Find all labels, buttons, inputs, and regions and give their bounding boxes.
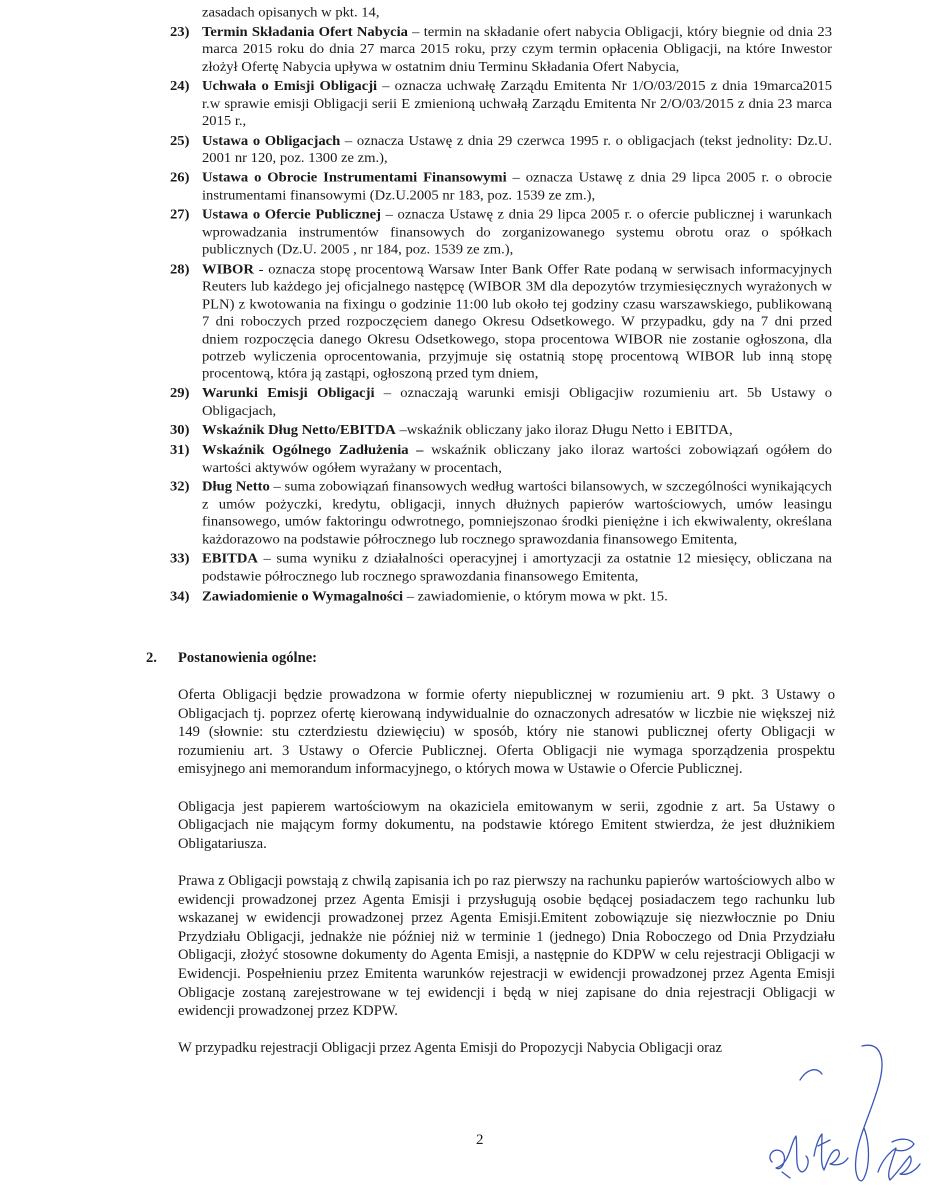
definition-term: Ustawa o Obrocie Instrumentami Finansowymi (202, 170, 507, 186)
definition-item-31 (166, 442, 832, 477)
definition-text: wskaźnik obliczany jako iloraz wartości zobowiązań ogółem do wartości aktywów ogółem wyrażany w procentach, (202, 442, 832, 476)
definition-item-23 (166, 24, 832, 76)
definition-term: Uchwała o Emisji Obligacji (202, 79, 378, 95)
definition-item-30 (166, 422, 832, 439)
definition-text: –wskaźnik obliczany jako iloraz Długu Netto i EBITDA, (395, 423, 733, 439)
definition-term: Ustawa o Obligacjach (202, 133, 341, 149)
definition-number: 24) (170, 79, 190, 95)
definition-term: Wskaźnik Ogólnego Zadłużenia – (202, 442, 424, 458)
definition-number: 30) (170, 423, 190, 439)
definition-text: – suma wyniku z działalności operacyjnej i amortyzacji za ostatnie 12 miesięcy, obliczana na podstawie półrocznego lub rocznego sprawozdania finansowego Emitenta, (202, 551, 832, 585)
definition-term: Wskaźnik Dług Netto/EBITDA (202, 423, 396, 439)
definition-term: EBITDA (202, 551, 258, 567)
definition-text: - oznacza stopę procentową Warsaw Inter Bank Offer Rate podaną w serwisach informacyjnych Reuters lub każdego jej oficjalnego następcę (WIBOR 3M dla depozytów trzymiesięcznych wyrażonych w PLN) z kwotowania na fixingu o godzinie 11:00 lub około tej godziny czasu warszawskiego, publikowaną 7 dni roboczych przed rozpoczęciem danego Okresu Odsetkowego. W przypadku, gdy na 7 dni przed dniem rozpoczęcia danego Okresu Odsetkowego, stopa procentowa WIBOR nie zostanie ogłoszona, dla potrzeb wyliczenia oprocentowania, przyjmuje się ostatnią stopę procentową WIBOR lub inną stopę procentową, która ją zastąpi, ogłoszoną przed tym dniem, (202, 262, 832, 382)
definition-text: – oznacza Ustawę z dnia 29 lipca 2005 r. o obrocie instrumentami finansowymi (Dz.U.2005 nr 183, poz. 1539 ze zm.), (202, 170, 832, 204)
definition-number: 25) (170, 133, 190, 149)
definition-number: 33) (170, 551, 190, 567)
definition-number: 34) (170, 588, 190, 604)
definition-number: 31) (170, 442, 190, 458)
definition-number: 29) (170, 386, 190, 402)
definitions-list (166, 4, 832, 605)
paragraph: Obligacja jest papierem wartościowym na okaziciela emitowanym w serii, zgodnie z art. 5a Ustawy o Obligacjach nie mającym formy dokumentu, na podstawie którego Emitent stwierdza, że jest dłużnikiem Obligatariusza. (178, 798, 835, 852)
definition-continuation: zasadach opisanych w pkt. 14, (202, 4, 380, 21)
definition-item-33 (166, 551, 832, 586)
definition-term: Ustawa o Ofercie Publicznej (202, 207, 381, 223)
definition-text: – zawiadomienie, o którym mowa w pkt. 15. (403, 588, 668, 604)
definition-number: 28) (170, 262, 190, 278)
section-body (178, 686, 835, 1076)
handwritten-signatures (760, 1040, 930, 1190)
paragraph: Prawa z Obligacji powstają z chwilą zapisania ich po raz pierwszy na rachunku papierów wartościowych albo w ewidencji prowadzonej przez Agenta Emisji i przysługują osobie będącej posiadaczem tego rachunku lub wskazanej w ewidencji prowadzonej przez Agenta Emisji.Emitent zobowiązuje się niezwłocznie po Dniu Przydziału Obligacji, jednakże nie później niż w terminie 1 (jednego) Dnia Roboczego od Dnia Przydziału Obligacji, złożyć stosowne dokumenty do Agenta Emisji, a następnie do KDPW w celu rejestracji Obligacji w Ewidencji. Pospełnieniu przez Emitenta warunków rejestracji w ewidencji prowadzonej przez Agenta Emisji Obligacje zostaną zarejestrowane w tej ewidencji i będą w niej zapisane do dnia rejestracji Obligacji w ewidencji prowadzonej przez KDPW. (178, 872, 835, 1020)
definition-number: 26) (170, 170, 190, 186)
definition-text: – oznacza Ustawę z dnia 29 czerwca 1995 r. o obligacjach (tekst jednolity: Dz.U. 2001 nr 120, poz. 1300 ze zm.), (202, 133, 832, 166)
section-heading (146, 650, 317, 667)
section-number: 2. (146, 650, 157, 666)
definition-text: – oznacza Ustawę z dnia 29 lipca 2005 r. o ofercie publicznej i warunkach wprowadzania instrumentów finansowych do zorganizowanego systemu obrotu oraz o spółkach publicznych (Dz.U. 2005 , nr 184, poz. 1539 ze zm.), (202, 207, 832, 258)
definition-item-24 (166, 78, 832, 130)
definition-item-28 (166, 261, 832, 383)
paragraph: Oferta Obligacji będzie prowadzona w formie oferty niepublicznej w rozumieniu art. 9 pkt. 3 Ustawy o Obligacjach tj. poprzez ofertę kierowaną indywidualnie do oznaczonych adresatów w liczbie nie większej niż 149 (słownie: stu czterdziestu dziewięciu) w sposób, który nie stanowi publicznej oferty Obligacji w rozumieniu art. 3 Ustawy o Ofercie Publicznej. Oferta Obligacji nie wymaga sporządzenia prospektu emisyjnego ani memorandum informacyjnego, o których mowa w Ustawie o Ofercie Publicznej. (178, 687, 835, 778)
definition-term: Dług Netto (202, 479, 270, 495)
definition-item-29 (166, 385, 832, 420)
definition-term: Zawiadomienie o Wymagalności (202, 588, 404, 604)
paragraph: W przypadku rejestracji Obligacji przez Agenta Emisji do Propozycji Nabycia Obligacji oraz (178, 1040, 722, 1057)
definition-number: 23) (170, 24, 190, 40)
definition-item-27 (166, 207, 832, 259)
definition-number: 27) (170, 207, 190, 223)
page-number: 2 (476, 1132, 484, 1148)
definition-text: – suma zobowiązań finansowych według wartości bilansowych, w szczególności wynikających z umów pożyczki, kredytu, obligacji, innych dłużnych papierów wartościowych, umów leasingu finansowego, umów faktoringu odwrotnego, pomniejszonao środki pieniężne i ich ekwiwalenty, określana każdorazowo na podstawie półrocznego lub rocznego sprawozdania finansowego Emitenta, (202, 479, 832, 548)
definition-number: 32) (170, 479, 190, 495)
definition-term: Termin Składania Ofert Nabycia (202, 24, 408, 40)
definition-item-32 (166, 479, 832, 549)
definition-term: Warunki Emisji Obligacji (202, 386, 375, 402)
section-title: Postanowienia ogólne: (178, 650, 318, 666)
definition-term: WIBOR (202, 262, 254, 278)
definition-item-34 (166, 588, 832, 605)
definition-text: – oznacza uchwałę Zarządu Emitenta Nr 1/O/03/2015 z dnia 19marca2015 r.w sprawie emisji Obligacji serii E zmienioną uchwałą Zarządu Emitenta Nr 2/O/03/2015 z dnia 23 marca 2015 r., (202, 79, 832, 129)
definition-item-26 (166, 170, 832, 205)
definition-text: – oznaczają warunki emisji Obligacjiw rozumieniu art. 5b Ustawy o Obligacjach, (202, 386, 832, 419)
definition-item-25 (166, 133, 832, 168)
definition-text: – termin na składanie ofert nabycia Obligacji, który biegnie od dnia 23 marca 2015 roku do dnia 27 marca 2015 roku, przy czym termin opłacenia Obligacji, na które Inwestor złożył Ofertę Nabycia upływa w ostatnim dniu Terminu Składania Ofert Nabycia, (202, 24, 832, 75)
